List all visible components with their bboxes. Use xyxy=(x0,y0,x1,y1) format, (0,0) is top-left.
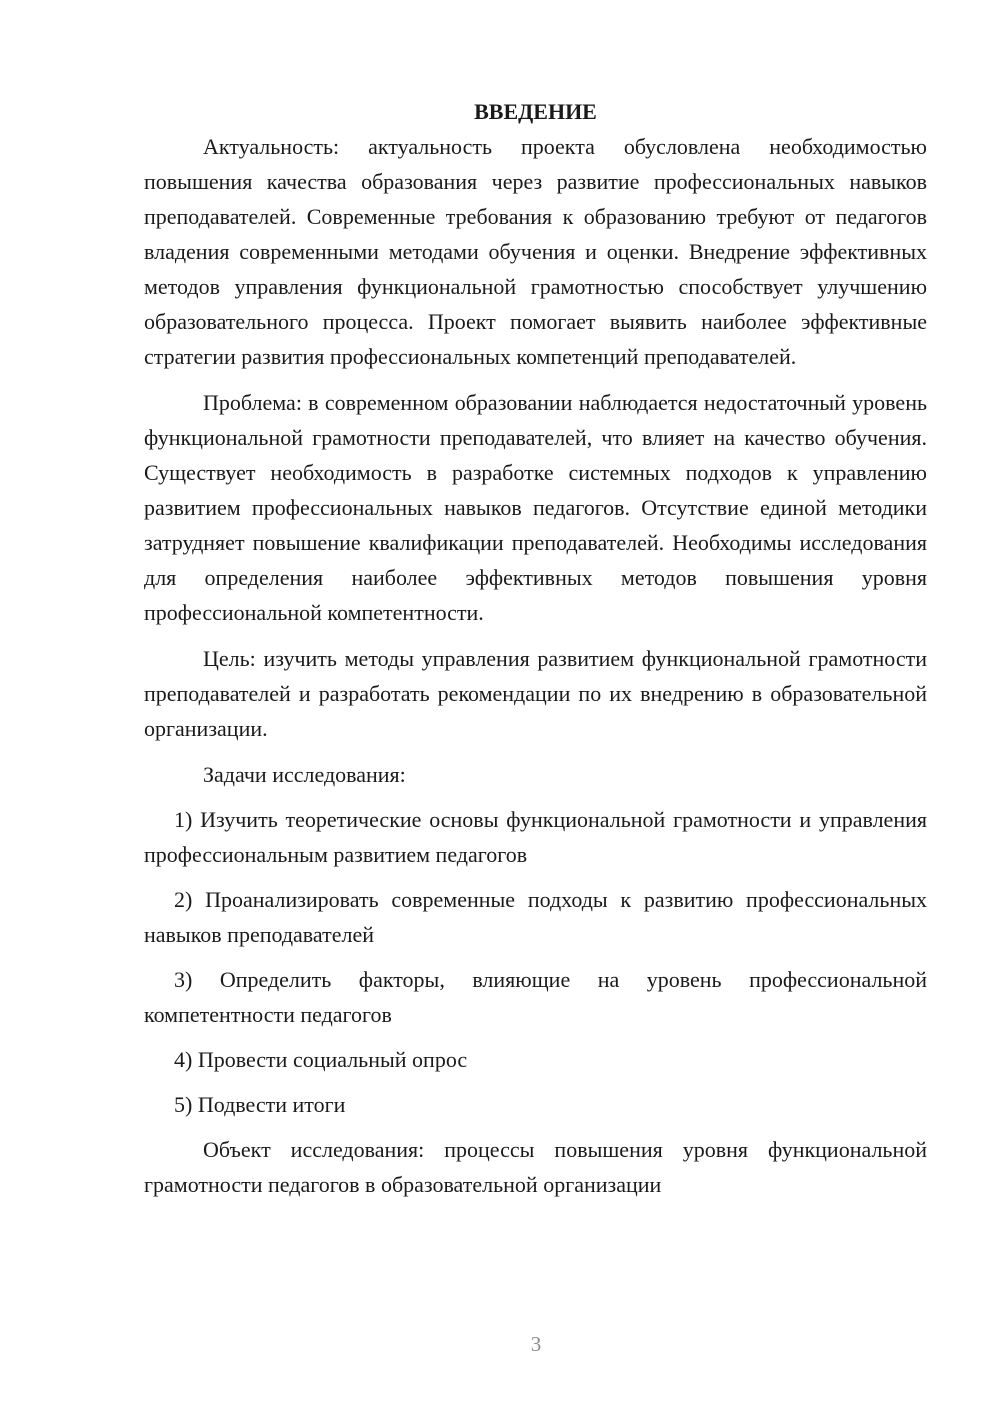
list-item: 3) Определить факторы, влияющие на уровень профессиональной компетентности педагогов xyxy=(144,967,927,1027)
list-item: 1) Изучить теоретические основы функциональной грамотности и управления профессиональным развитием педагогов xyxy=(144,807,927,867)
tasks-heading: Задачи исследования: xyxy=(203,762,406,787)
list-item: 5) Подвести итоги xyxy=(174,1092,346,1117)
page-number: 3 xyxy=(530,1332,542,1356)
paragraph-relevance: Актуальность: актуальность проекта обусловлена необходимостью повышения качества образования через развитие профессиональных навыков преподавателей. Современные требования к образованию требуют от педагогов владения современными методами обучения и оценки. Внедрение эффективных методов управления функциональной грамотностью способствует улучшению образовательного процесса. Проект помогает выявить наиболее эффективные стратегии развития профессиональных компетенций преподавателей. xyxy=(144,134,927,369)
paragraph-problem: Проблема: в современном образовании наблюдается недостаточный уровень функциональной грамотности преподавателей, что влияет на качество обучения. Существует необходимость в разработке системных подходов к управлению развитием профессиональных навыков педагогов. Отсутствие единой методики затрудняет повышение квалификации преподавателей. Необходимы исследования для определения наиболее эффективных методов повышения уровня профессиональной компетентности. xyxy=(144,390,927,625)
paragraph-object: Объект исследования: процессы повышения уровня функциональной грамотности педагогов в образовательной организации xyxy=(144,1137,927,1197)
list-item: 2) Проанализировать современные подходы к развитию профессиональных навыков преподавателей xyxy=(144,887,927,947)
paragraph-goal: Цель: изучить методы управления развитием функциональной грамотности преподавателей и разработать рекомендации по их внедрению в образовательной организации. xyxy=(144,646,927,741)
list-item: 4) Провести социальный опрос xyxy=(174,1047,468,1072)
document-body xyxy=(144,94,927,1202)
section-title: ВВЕДЕНИЕ xyxy=(474,99,597,124)
